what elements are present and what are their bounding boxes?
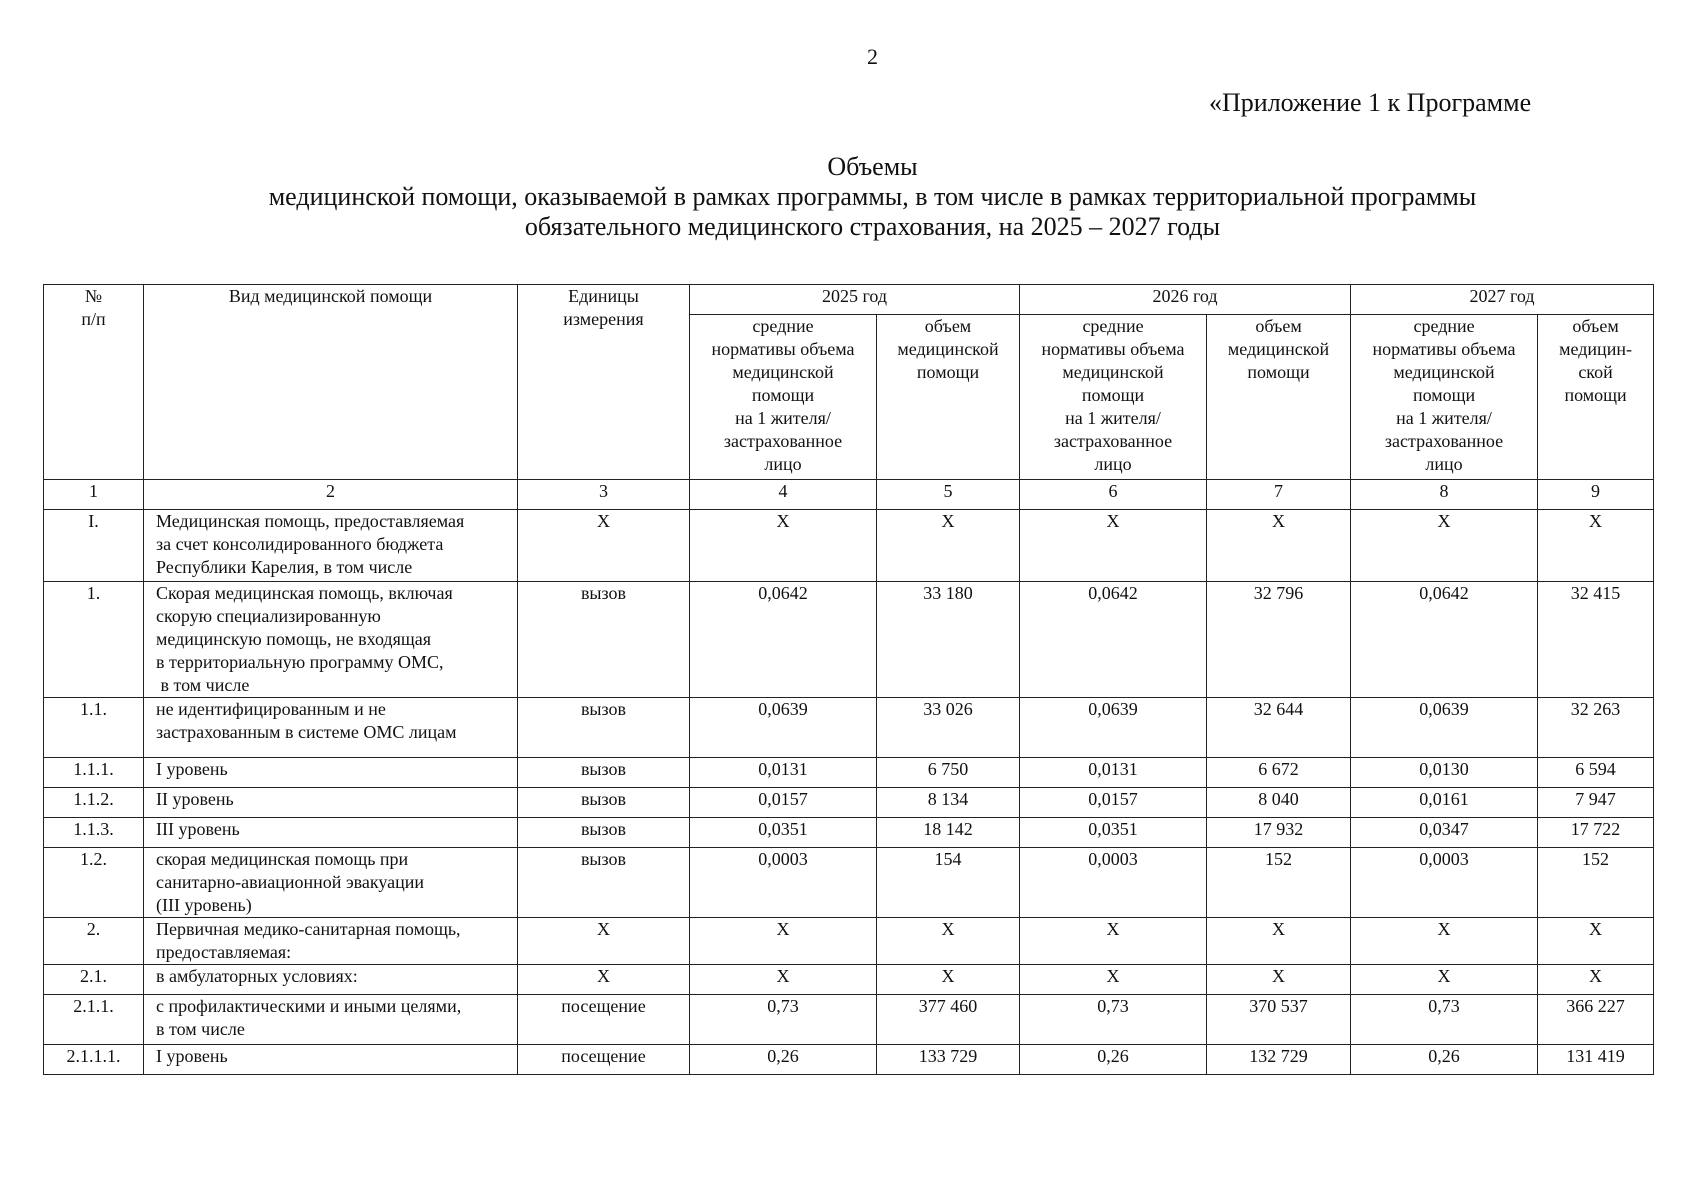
kind-text-line: I уровень — [156, 759, 228, 779]
kind-text-line: Скорая медицинская помощь, включая — [156, 583, 453, 603]
row-norm-value-cell: 0,26 — [690, 1045, 877, 1075]
row-norm-value-cell: 0,0131 — [690, 758, 877, 788]
header-text-line: объем — [924, 316, 972, 336]
table-row — [44, 788, 1654, 818]
kind-text-line: санитарно-авиационной эвакуации — [156, 872, 425, 892]
row-kind-cell — [144, 788, 518, 818]
row-norm-value-cell: 0,0639 — [1020, 698, 1207, 758]
header-text-line: помощи — [1412, 385, 1476, 405]
row-kind-cell — [144, 758, 518, 788]
header-num — [44, 285, 144, 480]
row-volume-value-cell: 133 729 — [877, 1045, 1020, 1075]
header-row-years — [44, 285, 1654, 315]
row-norm-value-cell: 0,26 — [1020, 1045, 1207, 1075]
header-volume — [877, 315, 1020, 480]
row-kind-cell — [144, 510, 518, 582]
header-text-line: ской — [1578, 362, 1613, 382]
row-volume-value-cell: 366 227 — [1538, 995, 1654, 1045]
kind-text-line: не идентифицированным и не — [156, 699, 386, 719]
row-unit-cell: посещение — [518, 1045, 690, 1075]
row-norm-value-cell: 0,26 — [1351, 1045, 1538, 1075]
title-line: Объемы — [827, 152, 918, 181]
row-volume-value-cell: 6 750 — [877, 758, 1020, 788]
kind-text-line: в том числе — [156, 1019, 245, 1039]
row-volume-value-cell: X — [877, 918, 1020, 965]
kind-text-line: в амбулаторных условиях: — [156, 966, 358, 986]
page-number: 2 — [867, 44, 878, 69]
kind-text-line: скорая медицинская помощь при — [156, 849, 409, 869]
row-volume-value-cell: 18 142 — [877, 818, 1020, 848]
row-volume-value-cell: 152 — [1538, 848, 1654, 918]
row-volume-value-cell: 370 537 — [1207, 995, 1351, 1045]
column-number-cell: 8 — [1351, 480, 1538, 510]
row-norm-value-cell: X — [1020, 510, 1207, 582]
table-row — [44, 1045, 1654, 1075]
column-number-cell: 2 — [144, 480, 518, 510]
kind-text-line: медицинскую помощь, не входящая — [156, 629, 431, 649]
row-norm-value-cell: X — [1351, 918, 1538, 965]
kind-text-line: III уровень — [156, 819, 240, 839]
header-text-line: помощи — [751, 385, 815, 405]
row-volume-value-cell: X — [1207, 918, 1351, 965]
kind-text-line: застрахованным в системе ОМС лицам — [156, 722, 457, 742]
column-number-cell: 3 — [518, 480, 690, 510]
row-volume-value-cell: 8 040 — [1207, 788, 1351, 818]
row-norm-value-cell: 0,0161 — [1351, 788, 1538, 818]
row-number-cell: 1. — [44, 582, 144, 698]
row-norm-value-cell: 0,0639 — [1351, 698, 1538, 758]
table-row — [44, 995, 1654, 1045]
row-number-cell: 1.1.3. — [44, 818, 144, 848]
row-norm-value-cell: X — [1351, 510, 1538, 582]
header-kind: Вид медицинской помощи — [144, 285, 518, 480]
row-volume-value-cell: 32 263 — [1538, 698, 1654, 758]
row-number-cell: 1.1.2. — [44, 788, 144, 818]
row-number-cell: 2.1. — [44, 965, 144, 995]
row-number-cell: 1.1. — [44, 698, 144, 758]
row-number-cell: I. — [44, 510, 144, 582]
row-volume-value-cell: X — [1538, 918, 1654, 965]
row-norm-value-cell: 0,0130 — [1351, 758, 1538, 788]
row-volume-value-cell: 32 796 — [1207, 582, 1351, 698]
row-norm-value-cell: X — [1020, 918, 1207, 965]
row-volume-value-cell: 131 419 — [1538, 1045, 1654, 1075]
header-text-line: лицо — [764, 454, 802, 474]
header-norm — [1020, 315, 1207, 480]
row-norm-value-cell: 0,0003 — [1351, 848, 1538, 918]
row-number-cell: 2. — [44, 918, 144, 965]
column-number-cell: 5 — [877, 480, 1020, 510]
row-kind-cell — [144, 848, 518, 918]
table-row — [44, 918, 1654, 965]
row-volume-value-cell: X — [1207, 510, 1351, 582]
row-norm-value-cell: X — [1351, 965, 1538, 995]
row-volume-value-cell: 32 415 — [1538, 582, 1654, 698]
row-norm-value-cell: 0,0639 — [690, 698, 877, 758]
header-text-line: средние — [752, 316, 814, 336]
kind-text-line: Республики Карелия, в том числе — [156, 557, 413, 577]
row-number-cell: 2.1.1. — [44, 995, 144, 1045]
header-text-line: медицин- — [1559, 339, 1632, 359]
kind-text-line: (III уровень) — [156, 895, 252, 915]
header-text-line: лицо — [1425, 454, 1463, 474]
row-volume-value-cell: 132 729 — [1207, 1045, 1351, 1075]
header-text-line: помощи — [1247, 362, 1310, 382]
row-norm-value-cell: X — [690, 918, 877, 965]
row-norm-value-cell: 0,0157 — [1020, 788, 1207, 818]
row-kind-cell — [144, 698, 518, 758]
kind-text-line: с профилактическими и иными целями, — [156, 996, 462, 1016]
row-volume-value-cell: 377 460 — [877, 995, 1020, 1045]
table-row — [44, 510, 1654, 582]
header-text-line: на 1 жителя/ — [1396, 408, 1492, 428]
row-volume-value-cell: X — [1207, 965, 1351, 995]
row-volume-value-cell: X — [877, 965, 1020, 995]
row-volume-value-cell: 7 947 — [1538, 788, 1654, 818]
kind-text-line: Первичная медико-санитарная помощь, — [156, 919, 461, 939]
header-unit — [518, 285, 690, 480]
table-row — [44, 758, 1654, 788]
row-kind-cell — [144, 582, 518, 698]
row-volume-value-cell: 17 932 — [1207, 818, 1351, 848]
row-kind-cell — [144, 1045, 518, 1075]
document-title — [0, 152, 1697, 242]
row-kind-cell — [144, 818, 518, 848]
header-text-line: застрахованное — [1053, 431, 1173, 451]
header-text-line: медицинской — [1227, 339, 1330, 359]
row-norm-value-cell: X — [690, 510, 877, 582]
header-text-line: помощи — [1564, 385, 1627, 405]
header-year-2025: 2025 год — [690, 285, 1020, 315]
row-unit-cell: вызов — [518, 848, 690, 918]
header-volume — [1207, 315, 1351, 480]
row-volume-value-cell: 33 026 — [877, 698, 1020, 758]
header-text-line: нормативы объема — [1372, 339, 1516, 359]
title-line: медицинской помощи, оказываемой в рамках программы, в том числе в рамках территориальной программы — [268, 182, 1477, 211]
row-unit-cell: вызов — [518, 698, 690, 758]
row-number-cell: 1.2. — [44, 848, 144, 918]
row-unit-cell: посещение — [518, 995, 690, 1045]
row-number-cell: 1.1.1. — [44, 758, 144, 788]
row-number-cell: 2.1.1.1. — [44, 1045, 144, 1075]
table-row — [44, 582, 1654, 698]
row-norm-value-cell: 0,73 — [1351, 995, 1538, 1045]
row-unit-cell: вызов — [518, 758, 690, 788]
column-number-cell: 6 — [1020, 480, 1207, 510]
row-norm-value-cell: X — [690, 965, 877, 995]
row-norm-value-cell: 0,73 — [1020, 995, 1207, 1045]
row-unit-cell: X — [518, 510, 690, 582]
header-text-line: застрахованное — [1384, 431, 1504, 451]
header-text-line: медицинской — [897, 339, 999, 359]
row-unit-cell: X — [518, 965, 690, 995]
row-norm-value-cell: 0,0642 — [1020, 582, 1207, 698]
kind-text-line: скорую специализированную — [156, 606, 381, 626]
row-volume-value-cell: 152 — [1207, 848, 1351, 918]
header-text-line: № — [84, 286, 103, 306]
row-norm-value-cell: 0,0642 — [690, 582, 877, 698]
kind-text-line: Медицинская помощь, предоставляемая — [156, 511, 465, 531]
table-row — [44, 698, 1654, 758]
kind-text-line: в территориальную программу ОМС, — [156, 652, 444, 672]
header-text-line: медицинской — [732, 362, 834, 382]
row-volume-value-cell: 33 180 — [877, 582, 1020, 698]
table-body — [44, 285, 1654, 1075]
kind-text-line: II уровень — [156, 789, 234, 809]
column-number-row — [44, 480, 1654, 510]
appendix-title: «Приложение 1 к Программе — [1209, 88, 1532, 117]
kind-text-line: предоставляемая: — [156, 942, 292, 962]
row-norm-value-cell: 0,73 — [690, 995, 877, 1045]
row-unit-cell: вызов — [518, 818, 690, 848]
header-text-line: лицо — [1094, 454, 1132, 474]
row-kind-cell — [144, 965, 518, 995]
row-volume-value-cell: 6 594 — [1538, 758, 1654, 788]
column-number-cell: 9 — [1538, 480, 1654, 510]
kind-text-line: за счет консолидированного бюджета — [156, 534, 444, 554]
row-norm-value-cell: X — [1020, 965, 1207, 995]
header-text-line: измерения — [563, 309, 644, 329]
header-year-2027: 2027 год — [1351, 285, 1654, 315]
header-norm — [1351, 315, 1538, 480]
row-norm-value-cell: 0,0003 — [690, 848, 877, 918]
row-volume-value-cell: 154 — [877, 848, 1020, 918]
row-kind-cell — [144, 995, 518, 1045]
row-norm-value-cell: 0,0347 — [1351, 818, 1538, 848]
row-volume-value-cell: X — [1538, 510, 1654, 582]
header-text-line: помощи — [916, 362, 980, 382]
table-row — [44, 848, 1654, 918]
row-unit-cell: вызов — [518, 788, 690, 818]
row-volume-value-cell: X — [877, 510, 1020, 582]
header-text-line: п/п — [81, 309, 106, 329]
header-text-line: медицинской — [1062, 362, 1164, 382]
row-volume-value-cell: X — [1538, 965, 1654, 995]
table-row — [44, 965, 1654, 995]
column-number-cell: 4 — [690, 480, 877, 510]
medical-volume-table — [43, 284, 1654, 1075]
header-text-line: нормативы объема — [1041, 339, 1185, 359]
header-year-2026: 2026 год — [1020, 285, 1351, 315]
row-norm-value-cell: 0,0642 — [1351, 582, 1538, 698]
header-text-line: нормативы объема — [711, 339, 855, 359]
header-text-line: застрахованное — [723, 431, 843, 451]
row-norm-value-cell: 0,0131 — [1020, 758, 1207, 788]
table-row — [44, 818, 1654, 848]
row-norm-value-cell: 0,0351 — [1020, 818, 1207, 848]
row-unit-cell: X — [518, 918, 690, 965]
header-text-line: помощи — [1081, 385, 1145, 405]
column-number-cell: 1 — [44, 480, 144, 510]
row-norm-value-cell: 0,0351 — [690, 818, 877, 848]
row-norm-value-cell: 0,0003 — [1020, 848, 1207, 918]
kind-text-line: I уровень — [156, 1046, 228, 1066]
kind-text-line: в том числе — [156, 675, 250, 695]
header-text-line: объем — [1572, 316, 1619, 336]
header-text-line: средние — [1413, 316, 1475, 336]
header-text-line: медицинской — [1393, 362, 1495, 382]
row-kind-cell — [144, 918, 518, 965]
header-text-line: объем — [1255, 316, 1302, 336]
header-text-line: Единицы — [568, 286, 639, 306]
row-volume-value-cell: 17 722 — [1538, 818, 1654, 848]
column-number-cell: 7 — [1207, 480, 1351, 510]
row-norm-value-cell: 0,0157 — [690, 788, 877, 818]
row-volume-value-cell: 8 134 — [877, 788, 1020, 818]
header-text-line: на 1 жителя/ — [735, 408, 831, 428]
row-volume-value-cell: 32 644 — [1207, 698, 1351, 758]
title-line: обязательного медицинского страхования, на 2025 – 2027 годы — [524, 212, 1221, 241]
header-text-line: средние — [1082, 316, 1144, 336]
row-volume-value-cell: 6 672 — [1207, 758, 1351, 788]
header-norm — [690, 315, 877, 480]
header-volume — [1538, 315, 1654, 480]
header-text-line: на 1 жителя/ — [1065, 408, 1161, 428]
row-unit-cell: вызов — [518, 582, 690, 698]
